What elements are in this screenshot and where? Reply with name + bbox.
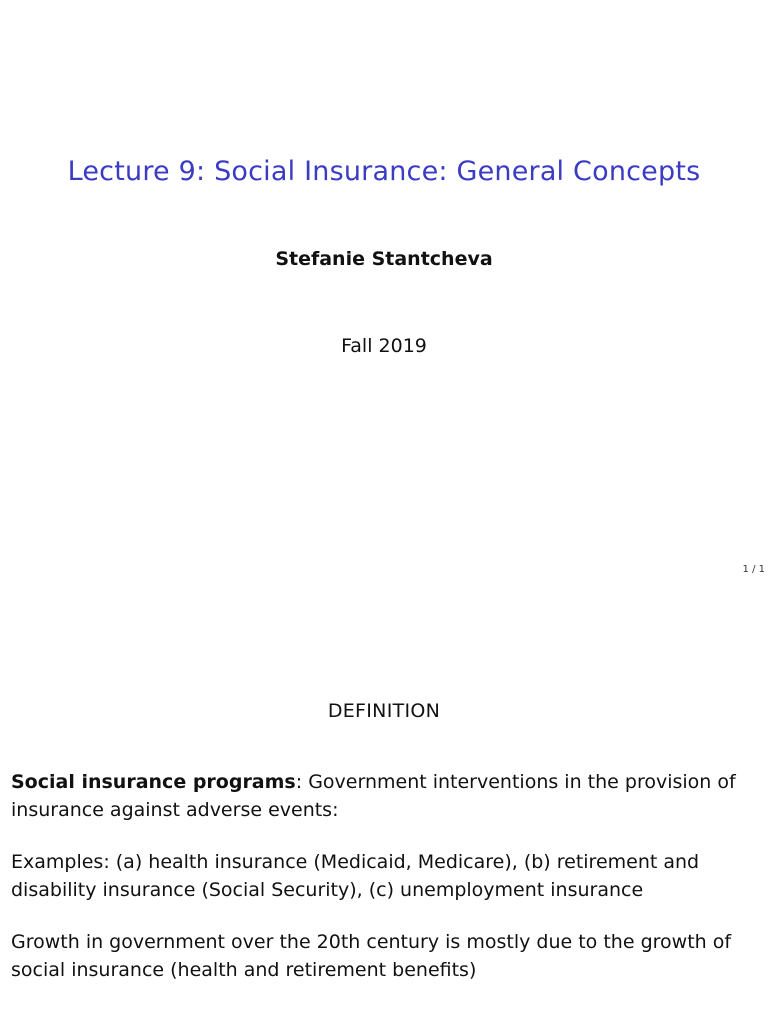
definition-paragraph [11, 768, 763, 824]
lecture-title: Lecture 9: Social Insurance: General Concepts [67, 156, 701, 187]
examples-paragraph: Examples: (a) health insurance (Medicaid, Medicare), (b) retirement and disability insurance (Social Security), (c) unemployment insurance [11, 851, 700, 901]
author-name: Stefanie Stantcheva [275, 248, 493, 270]
definition-term: Social insurance programs [11, 771, 296, 793]
page-number: 1 / 1 [742, 564, 765, 575]
lecture-date: Fall 2019 [341, 335, 427, 357]
definition-slide [0, 512, 768, 1024]
slide-body [11, 768, 763, 1008]
growth-paragraph: Growth in government over the 20th century is mostly due to the growth of social insurance (health and retirement benefits) [11, 931, 732, 981]
definition-text: : Government interventions in the provision of insurance against adverse events: [11, 771, 736, 821]
frame-title: DEFINITION [327, 700, 441, 722]
